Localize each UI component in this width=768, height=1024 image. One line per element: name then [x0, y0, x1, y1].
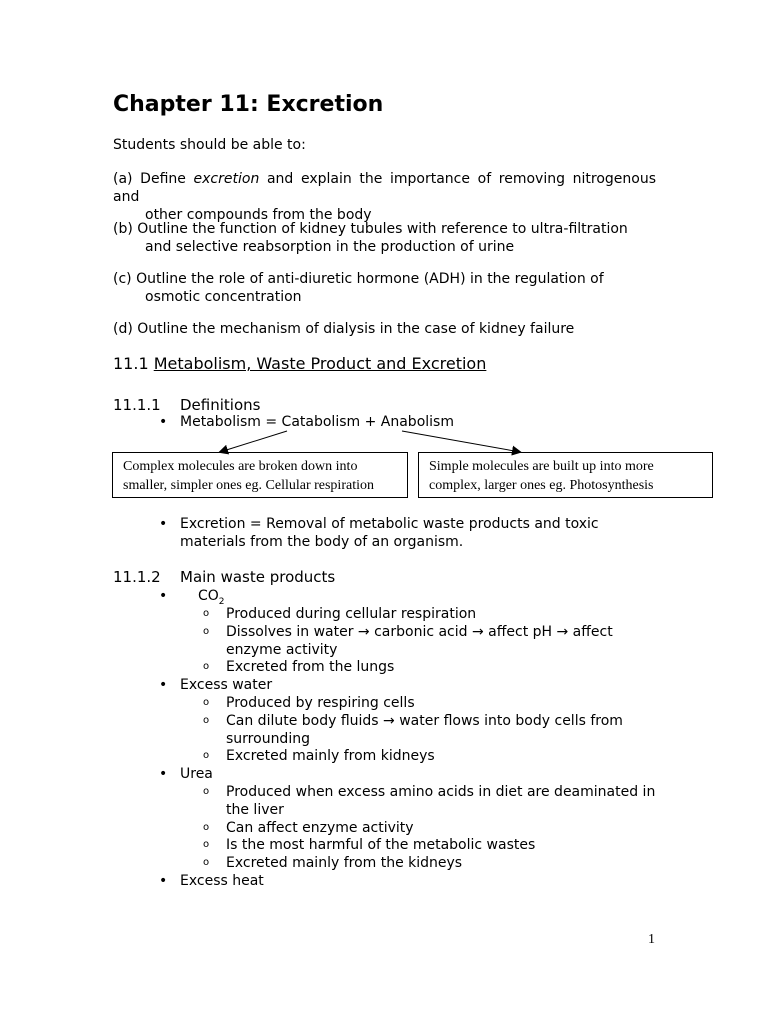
sub-bullet-marker: o: [203, 608, 210, 619]
bullet-text: Excess heat: [180, 873, 264, 889]
list-item: [203, 712, 623, 730]
arrow-to-catabolism: [220, 431, 287, 452]
sub-bullet-marker: o: [203, 661, 210, 672]
subsection-title: Main waste products: [180, 568, 336, 586]
subsection-number: 11.1.1: [113, 396, 161, 414]
objective-continuation: osmotic concentration: [145, 289, 302, 305]
objective-text: and explain the importance of removing nitrogenous and: [113, 171, 657, 205]
intro-text: Students should be able to:: [113, 137, 306, 153]
box-text-line: Complex molecules are broken down into: [123, 459, 358, 474]
bullet-text: Urea: [180, 766, 213, 782]
list-item: [203, 605, 476, 623]
emphasis-term: excretion: [193, 171, 260, 187]
list-item-continuation: the liver: [226, 802, 284, 818]
bullet-urea: [162, 765, 213, 783]
list-item-text: Dissolves in water → carbonic acid → affect pH → affect: [226, 624, 613, 640]
list-item-text: Can affect enzyme activity: [226, 820, 414, 836]
list-item: [203, 783, 655, 801]
list-item-continuation: surrounding: [226, 731, 310, 747]
list-item-text: Excreted mainly from the kidneys: [226, 855, 463, 871]
box-text-line: Simple molecules are built up into more: [429, 459, 654, 474]
bullet-text: Excess water: [180, 677, 273, 693]
bullet-text: Metabolism = Catabolism + Anabolism: [180, 414, 454, 430]
section-number: 11.1: [113, 354, 149, 373]
anabolism-box: [418, 452, 713, 498]
bullet-text: Excretion = Removal of metabolic waste products and toxic: [180, 516, 599, 532]
list-item-text: Excreted mainly from kidneys: [226, 748, 435, 764]
box-text-line: smaller, simpler ones eg. Cellular respiration: [123, 478, 374, 493]
list-item: [203, 854, 462, 872]
subsection-waste-products: [113, 568, 335, 586]
sub-bullet-marker: o: [203, 839, 210, 850]
list-item: [203, 658, 394, 676]
objective-text: Outline the mechanism of dialysis in the case of kidney failure: [137, 321, 575, 337]
page-number: 1: [648, 932, 655, 947]
sub-bullet-marker: o: [203, 822, 210, 833]
co2-label: CO: [198, 588, 219, 604]
sub-bullet-marker: o: [203, 786, 210, 797]
objective-text: Define: [140, 171, 194, 187]
list-item: [203, 694, 415, 712]
bullet-excess-water: [162, 676, 272, 694]
list-item: [203, 623, 613, 641]
chapter-title: Chapter 11: Excretion: [113, 92, 384, 117]
objective-label: (d): [113, 321, 133, 337]
bullet-text-continuation: materials from the body of an organism.: [180, 534, 464, 550]
objective-continuation: other compounds from the body: [145, 207, 372, 223]
list-item: [203, 819, 414, 837]
bullet-text: [180, 588, 225, 607]
sub-bullet-marker: o: [203, 626, 210, 637]
list-item-text: Produced by respiring cells: [226, 695, 415, 711]
box-text-line: complex, larger ones eg. Photosynthesis: [429, 478, 654, 493]
subsection-number: 11.1.2: [113, 568, 161, 586]
bullet-excess-heat: [162, 872, 264, 890]
list-item-text: Excreted from the lungs: [226, 659, 395, 675]
list-item-continuation: enzyme activity: [226, 642, 338, 658]
objective-label: (b): [113, 221, 133, 237]
catabolism-box: [112, 452, 408, 498]
list-item: [203, 747, 435, 765]
sub-bullet-marker: o: [203, 715, 210, 726]
sub-bullet-marker: o: [203, 697, 210, 708]
objective-continuation: and selective reabsorption in the production of urine: [145, 239, 515, 255]
co2-subscript: 2: [218, 596, 225, 607]
objective-label: (a): [113, 171, 133, 187]
sub-bullet-marker: o: [203, 750, 210, 761]
list-item-text: Is the most harmful of the metabolic wastes: [226, 837, 536, 853]
objective-text: Outline the function of kidney tubules with reference to ultra-filtration: [137, 221, 628, 237]
metabolism-arrows: [0, 0, 768, 470]
section-title: Metabolism, Waste Product and Excretion: [153, 354, 487, 373]
bullet-excretion: [162, 515, 599, 533]
list-item-text: Can dilute body fluids → water flows into body cells from: [226, 713, 623, 729]
list-item-text: Produced during cellular respiration: [226, 606, 477, 622]
subsection-title: Definitions: [180, 396, 261, 414]
sub-bullet-marker: o: [203, 857, 210, 868]
objective-text: Outline the role of anti-diuretic hormone (ADH) in the regulation of: [136, 271, 604, 287]
list-item-text: Produced when excess amino acids in diet are deaminated in: [226, 784, 656, 800]
objective-label: (c): [113, 271, 132, 287]
arrow-to-anabolism: [402, 431, 520, 452]
list-item: [203, 836, 535, 854]
